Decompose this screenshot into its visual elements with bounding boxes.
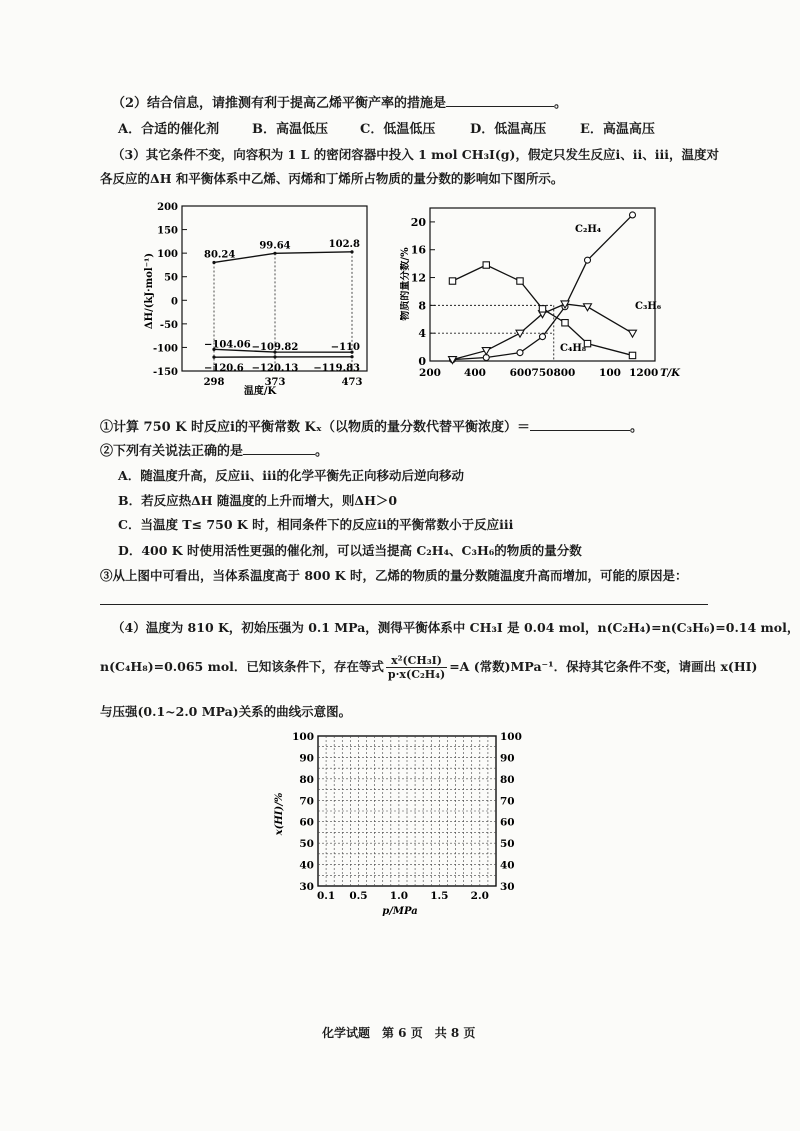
chart2-ytick-label: 12 [410, 271, 426, 285]
chart2-point-triangle [516, 330, 524, 337]
q3-sub2-option-b: B．若反应热ΔH 随温度的上升而增大，则ΔH＞0 [118, 493, 398, 508]
chart2-xtick-label: 100 [599, 367, 621, 379]
chart2-xtick-label: 200 [419, 367, 441, 379]
chart2-label-c3h6: C₃H₆ [635, 301, 662, 312]
q4-line1: （4）温度为 810 K，初始压强为 0.1 MPa，测得平衡体系中 CH₃I 是 0.04 mol，n(C₂H₄)=n(C₃H₆)=0.14 mol， [112, 620, 800, 635]
chart3-ytick-label-right: 90 [500, 752, 515, 765]
chart2-ylabel: 物质的量分数/% [400, 247, 411, 321]
chart2-point-circle [630, 212, 636, 218]
chart1-ytick-label: 200 [157, 202, 178, 213]
chart1-ylabel: ΔH/(kJ·mol⁻¹) [144, 252, 155, 330]
page-footer: 化学试题 第 6 页 共 8 页 [322, 1026, 476, 1040]
chart1-xtick-label: 373 [264, 377, 286, 388]
chart2-point-circle [585, 257, 591, 263]
chart1-data-label: −104.06 [204, 339, 251, 351]
chart2-ytick-label: 0 [418, 355, 426, 368]
chart3-xlabel: p/MPa [382, 906, 418, 917]
chart3-ytick-label-right: 30 [500, 881, 515, 893]
chart3-ylabel: x(HI)/% [274, 792, 285, 836]
chart2-ytick-label: 8 [418, 299, 426, 313]
q3-sub2-option-c: C．当温度 T≤ 750 K 时，相同条件下的反应ⅱ的平衡常数小于反应ⅲ [118, 517, 514, 532]
chart3-ytick-label-left: 30 [299, 881, 314, 893]
chart2-xtick-label: 600750800 [509, 367, 576, 379]
chart3-ytick-label-right: 50 [500, 838, 515, 851]
chart3-ytick-label-left: 90 [299, 752, 314, 765]
chart2-ytick-label: 4 [418, 327, 426, 341]
q3-sub3-answer-line[interactable] [100, 604, 708, 605]
q2-option-a: A．合适的催化剂 [118, 122, 220, 137]
q3-line2: 各反应的ΔH 和平衡体系中乙烯、丙烯和丁烯所占物质的量分数的影响如下图所示。 [100, 171, 564, 186]
chart1-ytick-label: 50 [164, 272, 178, 284]
chart2-xtick-label: 400 [464, 367, 486, 379]
q2-prompt: （2）结合信息，请推测有利于提高乙烯平衡产率的措施是 。 [112, 96, 568, 111]
chart1-data-label: −119.83 [313, 362, 360, 374]
chart3-ytick-label-left: 70 [299, 795, 314, 808]
chart3-ytick-label-left: 100 [292, 731, 314, 743]
q4-line3: 与压强(0.1~2.0 MPa)关系的曲线示意图。 [100, 704, 352, 719]
q2-option-b: B．高温低压 [252, 122, 328, 137]
chart3-xtick-label: 0.5 [349, 890, 368, 902]
chart1-point [273, 252, 276, 255]
chart1-data-label: −120.13 [251, 362, 299, 374]
chart1-ytick-label: -50 [159, 319, 178, 331]
chart3-ytick-label-right: 80 [500, 773, 515, 786]
chart1-point [350, 355, 353, 358]
chart2-label-c2h4: C₂H₄ [575, 224, 602, 235]
chart3-xtick-label: 2.0 [470, 890, 489, 902]
chart1-point [350, 250, 353, 253]
chart1-ytick-label: 0 [171, 296, 178, 308]
chart2-ytick-label: 20 [410, 215, 426, 229]
chart-mole-fraction [400, 196, 690, 386]
q3-line1: （3）其它条件不变，向容积为 1 L 的密闭容器中投入 1 mol CH₃I(g)，假定只发生反应ⅰ、ⅱ、ⅲ，温度对 [112, 147, 719, 162]
chart1-point [212, 261, 215, 264]
chart-delta-h [130, 196, 380, 396]
chart3-xtick-label: 1.0 [389, 890, 409, 902]
chart1-ytick-label: -100 [152, 343, 178, 355]
q4-fraction: $\frac{\text{x²(CH₃I)}}{\text{p·x(C₂H₄)}}$ [387, 654, 446, 681]
chart1-point [273, 355, 276, 358]
chart3-ytick-label-left: 60 [299, 816, 314, 829]
chart2-point-square [449, 278, 455, 284]
chart2-point-triangle [629, 330, 637, 337]
chart1-data-label: 99.64 [259, 240, 291, 252]
chart3-ytick-label-right: 60 [500, 816, 515, 829]
chart2-xlabel: T/K [660, 368, 680, 379]
chart3-ytick-label-right: 100 [500, 731, 522, 743]
chart1-data-label: −110 [330, 342, 360, 354]
chart2-point-square [517, 278, 523, 284]
chart1-data-label: −120.6 [204, 363, 244, 375]
q3-sub1: ①计算 750 K 时反应ⅰ的平衡常数 Kₓ（以物质的量分数代替平衡浓度）＝ 。 [100, 420, 643, 435]
q2-answer-blank[interactable] [446, 105, 554, 107]
q3-sub2: ②下列有关说法正确的是 。 [100, 444, 329, 459]
chart2-point-square [629, 352, 635, 358]
q2-option-c: C．低温低压 [360, 122, 436, 137]
chart2-point-square [483, 262, 489, 268]
chart1-point [212, 356, 215, 359]
chart2-point-circle [517, 350, 523, 356]
q3-sub1-blank[interactable] [530, 429, 630, 431]
chart2-ytick-label: 16 [410, 243, 426, 257]
chart1-ytick-label: 150 [157, 225, 178, 237]
q2-option-e: E．高温高压 [580, 122, 655, 137]
chart1-xlabel: 温度/K [243, 386, 277, 396]
chart3-ytick-label-right: 70 [500, 795, 515, 808]
chart3-xtick-label: 1.5 [430, 890, 449, 902]
chart1-ytick-label: 100 [157, 249, 178, 261]
chart3-ytick-label-left: 40 [299, 859, 314, 872]
chart1-data-label: 80.24 [204, 249, 236, 261]
chart3-ytick-label-left: 50 [299, 838, 314, 851]
chart2-point-square [562, 320, 568, 326]
chart2-label-c4h8: C₄H₈ [560, 343, 587, 354]
chart1-data-label: 102.8 [328, 238, 360, 250]
chart1-ytick-label: -150 [152, 367, 178, 378]
q3-sub3: ③从上图中可看出，当体系温度高于 800 K 时，乙烯的物质的量分数随温度升高而增加，可能的原因是： [100, 568, 688, 583]
chart2-point-circle [540, 334, 546, 340]
chart-xhi-grid[interactable] [270, 724, 540, 924]
chart1-xtick-label: 298 [203, 377, 225, 388]
chart1-data-label: −109.82 [251, 342, 299, 354]
q3-sub2-option-a: A．随温度升高，反应ⅱ、ⅲ的化学平衡先正向移动后逆向移动 [118, 468, 464, 483]
chart2-point-triangle [584, 304, 592, 311]
chart3-xtick-label: 0.1 [316, 890, 336, 902]
chart2-xtick-label: 1200 [629, 367, 659, 379]
chart1-xtick-label: 473 [341, 377, 363, 388]
chart3-ytick-label-right: 40 [500, 859, 515, 872]
q2-option-d: D．低温高压 [470, 122, 547, 137]
chart2-point-square [539, 306, 545, 312]
q3-sub2-blank[interactable] [243, 453, 315, 455]
chart3-ytick-label-left: 80 [299, 773, 314, 786]
q3-sub2-option-d: D．400 K 时使用活性更强的催化剂，可以适当提高 C₂H₄、C₃H₆的物质的量分数 [118, 543, 582, 558]
q4-line2: n(C₄H₈)=0.065 mol．已知该条件下，存在等式 $\frac{\text{x²(CH₃I)}}{\text{p·x(C₂H₄)}}$ =A (常数)MPa⁻¹．保持其它条件不变，请画出 x(HI) [100, 654, 758, 681]
